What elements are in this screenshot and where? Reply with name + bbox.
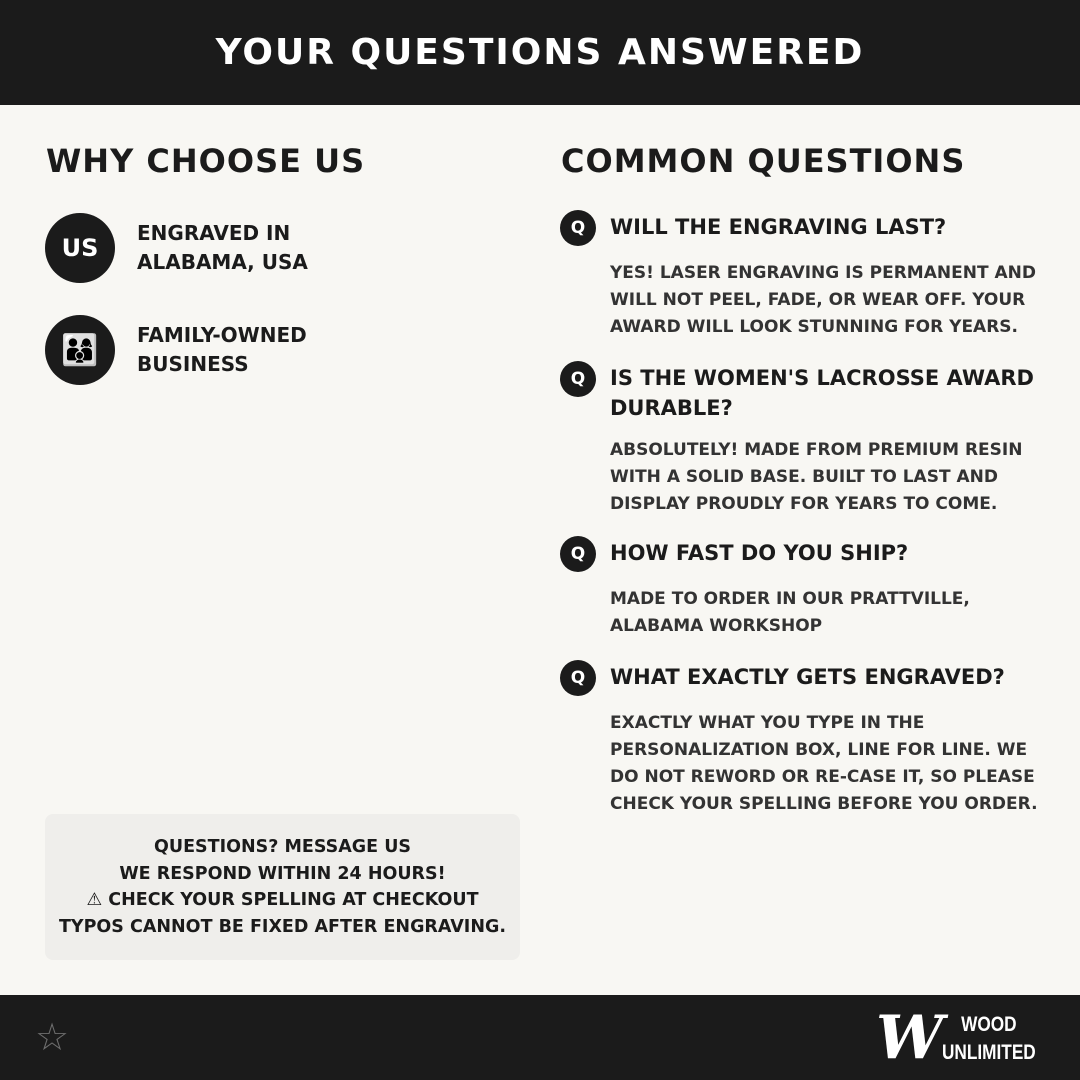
contact-line-questions <box>154 834 411 861</box>
faq-answer: MADE TO ORDER IN OUR PRATTVILLE, ALABAMA WORKSHOP <box>610 589 970 636</box>
question-badge-icon: Q <box>560 660 596 696</box>
feature-family-owned <box>45 315 397 385</box>
us-badge-icon: US <box>45 213 115 283</box>
why-choose-us-title: WHY CHOOSE US <box>46 142 366 180</box>
family-icon: 👨‍👩‍👦 <box>45 315 115 385</box>
question-badge-icon: Q <box>560 210 596 246</box>
brand-logo <box>876 1003 1056 1073</box>
spelling-warning: ⚠ CHECK YOUR SPELLING AT CHECKOUT <box>86 890 479 910</box>
faq-question: WHAT EXACTLY GETS ENGRAVED? <box>610 665 1005 689</box>
question-badge-icon: Q <box>560 361 596 397</box>
faq-answer: ABSOLUTELY! MADE FROM PREMIUM RESIN WITH A SOLID BASE. BUILT TO LAST AND DISPLAY PROUDLY FOR YEARS TO COME. <box>610 440 1023 514</box>
logo-mark: W <box>876 1003 944 1073</box>
page-title: YOUR QUESTIONS ANSWERED <box>215 32 865 73</box>
star-icon: ☆ <box>35 1015 70 1059</box>
feature-engraved-in-usa <box>45 213 397 283</box>
faq-item <box>560 538 1040 640</box>
message-us-link[interactable]: MESSAGE US <box>284 837 412 857</box>
faq-answer: YES! LASER ENGRAVING IS PERMANENT AND WILL NOT PEEL, FADE, OR WEAR OFF. YOUR AWARD WILL LOOK STUNNING FOR YEARS. <box>610 263 1036 337</box>
faq-answer: EXACTLY WHAT YOU TYPE IN THE PERSONALIZATION BOX, LINE FOR LINE. WE DO NOT REWORD OR RE-CASE IT, SO PLEASE CHECK YOUR SPELLING BEFORE YOU ORDER. <box>610 713 1038 814</box>
contact-info-box <box>45 814 520 960</box>
logo-text: WOOD UNLIMITED <box>942 1013 1036 1064</box>
faq-question: HOW FAST DO YOU SHIP? <box>610 541 909 565</box>
feature-text: ENGRAVED IN ALABAMA, USA <box>137 221 308 274</box>
faq-item <box>560 662 1040 818</box>
questions-label: QUESTIONS? <box>153 837 279 857</box>
faq-question: IS THE WOMEN'S LACROSSE AWARD DURABLE? <box>610 366 1034 420</box>
feature-text: FAMILY-OWNED BUSINESS <box>137 323 307 376</box>
footer-bar <box>0 995 1080 1080</box>
typo-notice: TYPOS CANNOT BE FIXED AFTER ENGRAVING. <box>59 916 506 937</box>
faq-question: WILL THE ENGRAVING LAST? <box>610 215 947 239</box>
faq-item <box>560 363 1040 518</box>
faq-item <box>560 212 1040 341</box>
question-badge-icon: Q <box>560 536 596 572</box>
header-banner <box>0 0 1080 105</box>
contact-line-response: WE RESPOND WITHIN 24 HOURS! <box>119 863 446 884</box>
common-questions-title: COMMON QUESTIONS <box>561 142 966 180</box>
